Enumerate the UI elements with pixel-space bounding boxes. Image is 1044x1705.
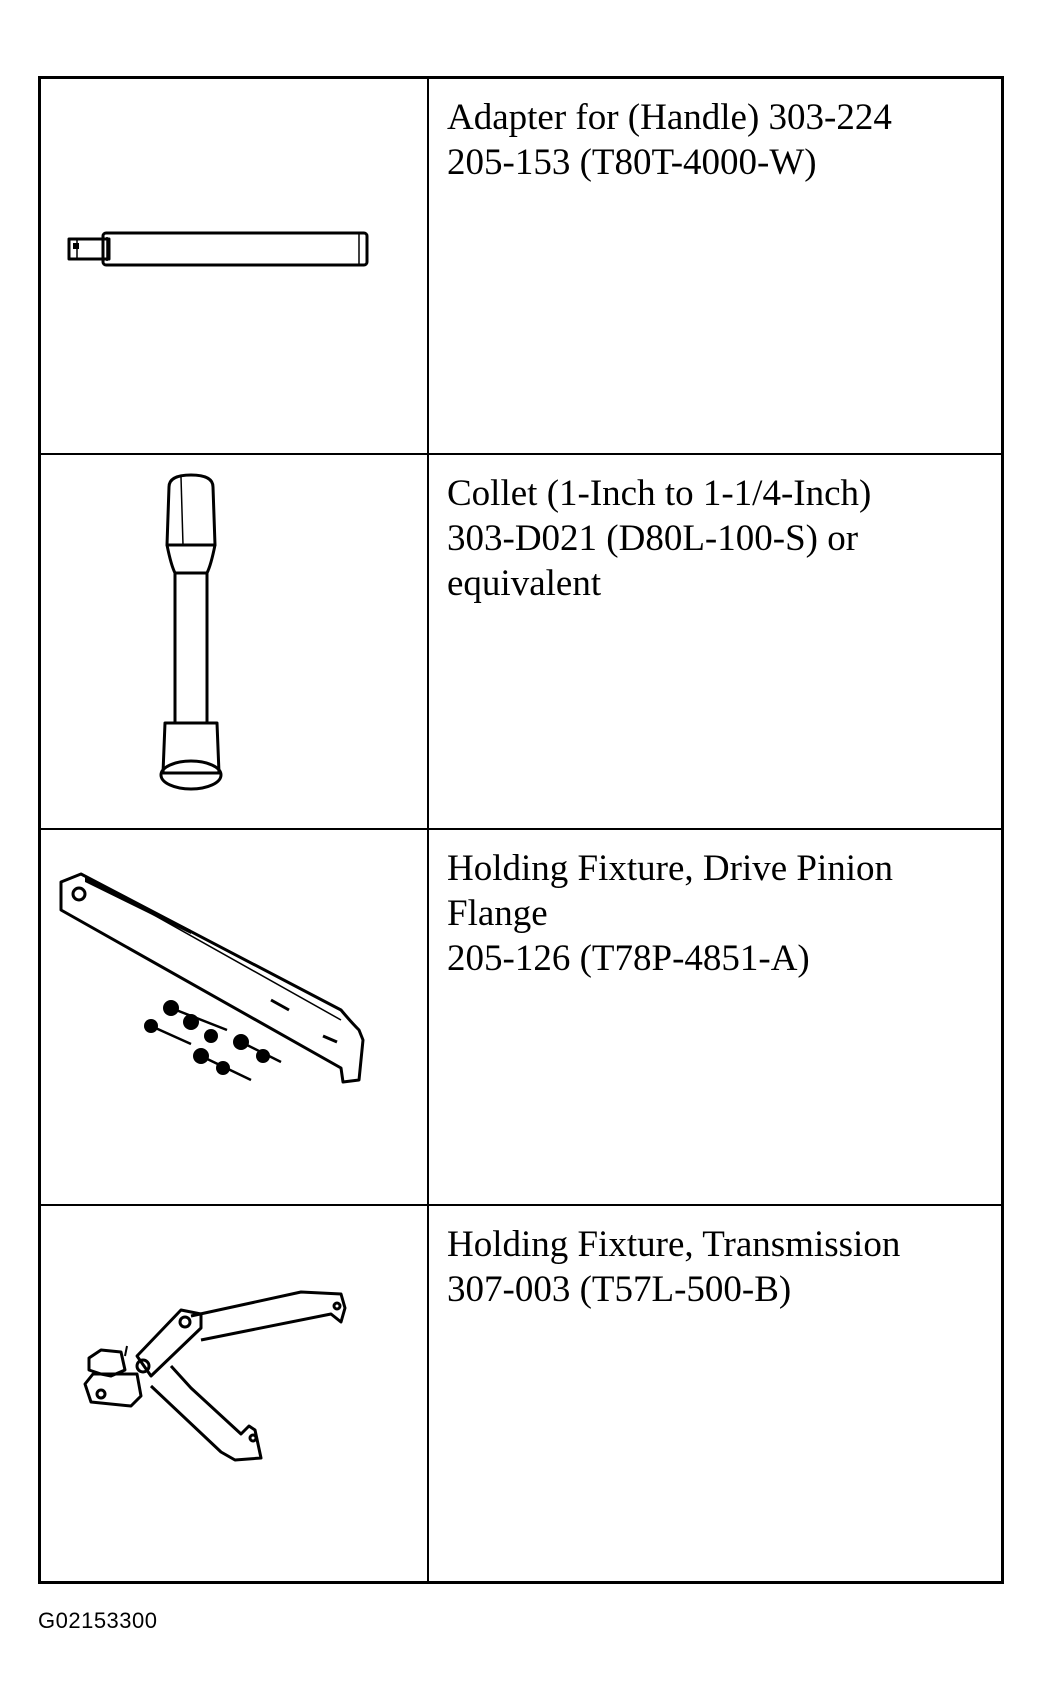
tool-illustration-cell xyxy=(41,1206,429,1582)
tool-number-line: 205-126 (T78P-4851-A) xyxy=(447,938,810,979)
tool-name-line: Adapter for (Handle) 303-224 xyxy=(447,97,892,138)
tool-illustration-cell xyxy=(41,830,429,1206)
special-tools-table xyxy=(38,76,1004,1584)
tool-illustration-cell xyxy=(41,79,429,455)
tool-description-cell xyxy=(429,455,1001,831)
tool-name-line: Collet (1-Inch to 1-1/4-Inch) xyxy=(447,472,872,514)
tool-number-line: 303-D021 (D80L-100-S) or xyxy=(447,517,859,559)
tool-note-line: equivalent xyxy=(447,562,602,604)
collet-icon xyxy=(41,455,427,831)
tool-number-line: 307-003 (T57L-500-B) xyxy=(447,1268,792,1310)
tool-name-line: Holding Fixture, Transmission xyxy=(447,1223,901,1265)
tool-description-cell xyxy=(429,1206,1001,1582)
tool-description-cell xyxy=(429,830,1001,1206)
tool-name-line: Flange xyxy=(447,893,548,934)
figure-id: G02153300 xyxy=(38,1608,158,1633)
tool-illustration-cell xyxy=(41,455,429,831)
tool-number-line: 205-153 (T80T-4000-W) xyxy=(447,142,817,183)
drive-pinion-holding-fixture-icon xyxy=(41,830,427,1206)
adapter-handle-icon xyxy=(41,79,427,455)
tool-description-cell xyxy=(429,79,1001,455)
transmission-holding-fixture-icon xyxy=(41,1206,427,1582)
tool-name-line: Holding Fixture, Drive Pinion xyxy=(447,848,894,889)
